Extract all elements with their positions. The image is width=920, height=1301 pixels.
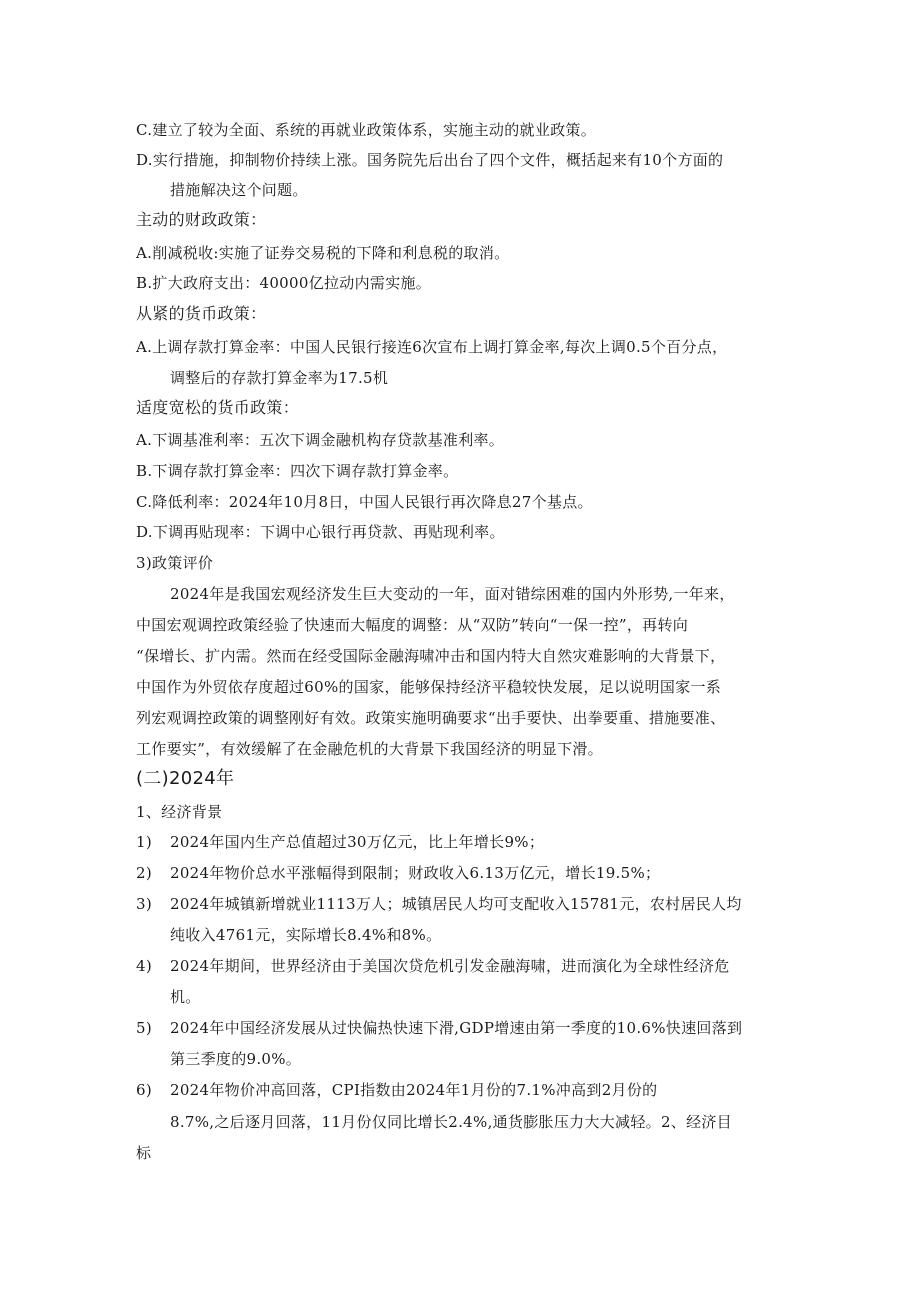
text-line: 措施解决这个问题。: [170, 181, 308, 199]
list-number: 6): [136, 1081, 152, 1099]
list-item: [136, 1018, 742, 1038]
list-item-continuation: 机。: [170, 988, 201, 1006]
text-line: D.实行措施，抑制物价持续上涨。国务院先后出台了四个文件，概括起来有10个方面的: [136, 151, 724, 169]
list-item-continuation: 第三季度的9.0%。: [170, 1050, 302, 1068]
list-item-continuation: 纯收入4761元，实际增长8.4%和8%。: [170, 926, 442, 944]
section-heading: 从紧的货币政策：: [136, 304, 267, 323]
list-number: 4): [136, 957, 152, 975]
list-text: 2024年物价总水平涨幅得到限制；财政收入6.13万亿元，增长19.5%；: [170, 864, 661, 882]
text-line: D.下调再贴现率：下调中心银行再贷款、再贴现利率。: [136, 523, 505, 541]
text-line: C.降低利率：2024年10月8日，中国人民银行再次降息27个基点。: [136, 493, 593, 511]
list-text: 2024年中国经济发展从过快偏热快速下滑,GDP增速由第一季度的10.6%快速回落到: [170, 1019, 743, 1037]
text-line: A.下调基准利率：五次下调金融机构存贷款基准利率。: [136, 431, 505, 449]
text-line: 调整后的存款打算金率为17.5机: [170, 369, 389, 387]
section-heading: 主动的财政政策：: [136, 210, 267, 229]
subsection-heading: 1、经济背景: [136, 803, 223, 821]
paragraph-line: 列宏观调控政策的调整刚好有效。政策实施明确要求“出手要快、出拳要重、措施要准、: [136, 709, 726, 727]
list-item: [136, 863, 660, 883]
section-heading: 适度宽松的货币政策：: [136, 398, 300, 417]
paragraph-line: 2024年是我国宏观经济发生巨大变动的一年，面对错综困难的国内外形势,一年来，: [170, 585, 735, 603]
text-line: A.削减税收:实施了证券交易税的下降和利息税的取消。: [136, 244, 510, 262]
list-number: 3): [136, 895, 152, 913]
paragraph-line: 中国作为外贸依存度超过60%的国家，能够保持经济平稳较快发展，足以说明国家一系: [136, 678, 722, 696]
list-number: 5): [136, 1019, 152, 1037]
paragraph-line: “保增长、扩内需。然而在经受国际金融海啸冲击和国内特大自然灾难影响的大背景下，: [136, 647, 726, 665]
list-text: 2024年城镇新增就业1113万人；城镇居民人均可支配收入15781元，农村居民人均: [170, 895, 742, 913]
list-number: 2): [136, 864, 152, 882]
list-item-continuation: 标: [136, 1144, 152, 1162]
list-item: [136, 1080, 657, 1100]
list-item: [136, 832, 544, 852]
paragraph-line: 工作要实”，有效缓解了在金融危机的大背景下我国经济的明显下滑。: [136, 740, 603, 758]
paragraph-line: 中国宏观调控政策经验了快速而大幅度的调整：从“双防”转向“一保一控”，再转向: [136, 616, 689, 634]
list-item-continuation: 8.7%,之后逐月回落，11月份仅同比增长2.4%,通货膨胀压力大大减轻。2、经济目: [170, 1113, 732, 1131]
list-item: [136, 894, 742, 914]
text-line: B.扩大政府支出：40000亿拉动内需实施。: [136, 274, 432, 292]
list-text: 2024年期间，世界经济由于美国次贷危机引发金融海啸，进而演化为全球性经济危: [170, 957, 730, 975]
list-item: [136, 956, 730, 976]
list-number: 1): [136, 833, 152, 851]
text-line: A.上调存款打算金率：中国人民银行接连6次宣布上调打算金率,每次上调0.5个百分点，: [136, 338, 728, 356]
chapter-heading: (二)2024年: [136, 768, 235, 789]
list-text: 2024年国内生产总值超过30万亿元，比上年增长9%；: [170, 833, 545, 851]
list-text: 2024年物价冲高回落，CPI指数由2024年1月份的7.1%冲高到2月份的: [170, 1081, 658, 1099]
text-line: B.下调存款打算金率：四次下调存款打算金率。: [136, 462, 459, 480]
text-line: 3)政策评价: [136, 554, 214, 572]
text-line: C.建立了较为全面、系统的再就业政策体系，实施主动的就业政策。: [136, 121, 597, 139]
